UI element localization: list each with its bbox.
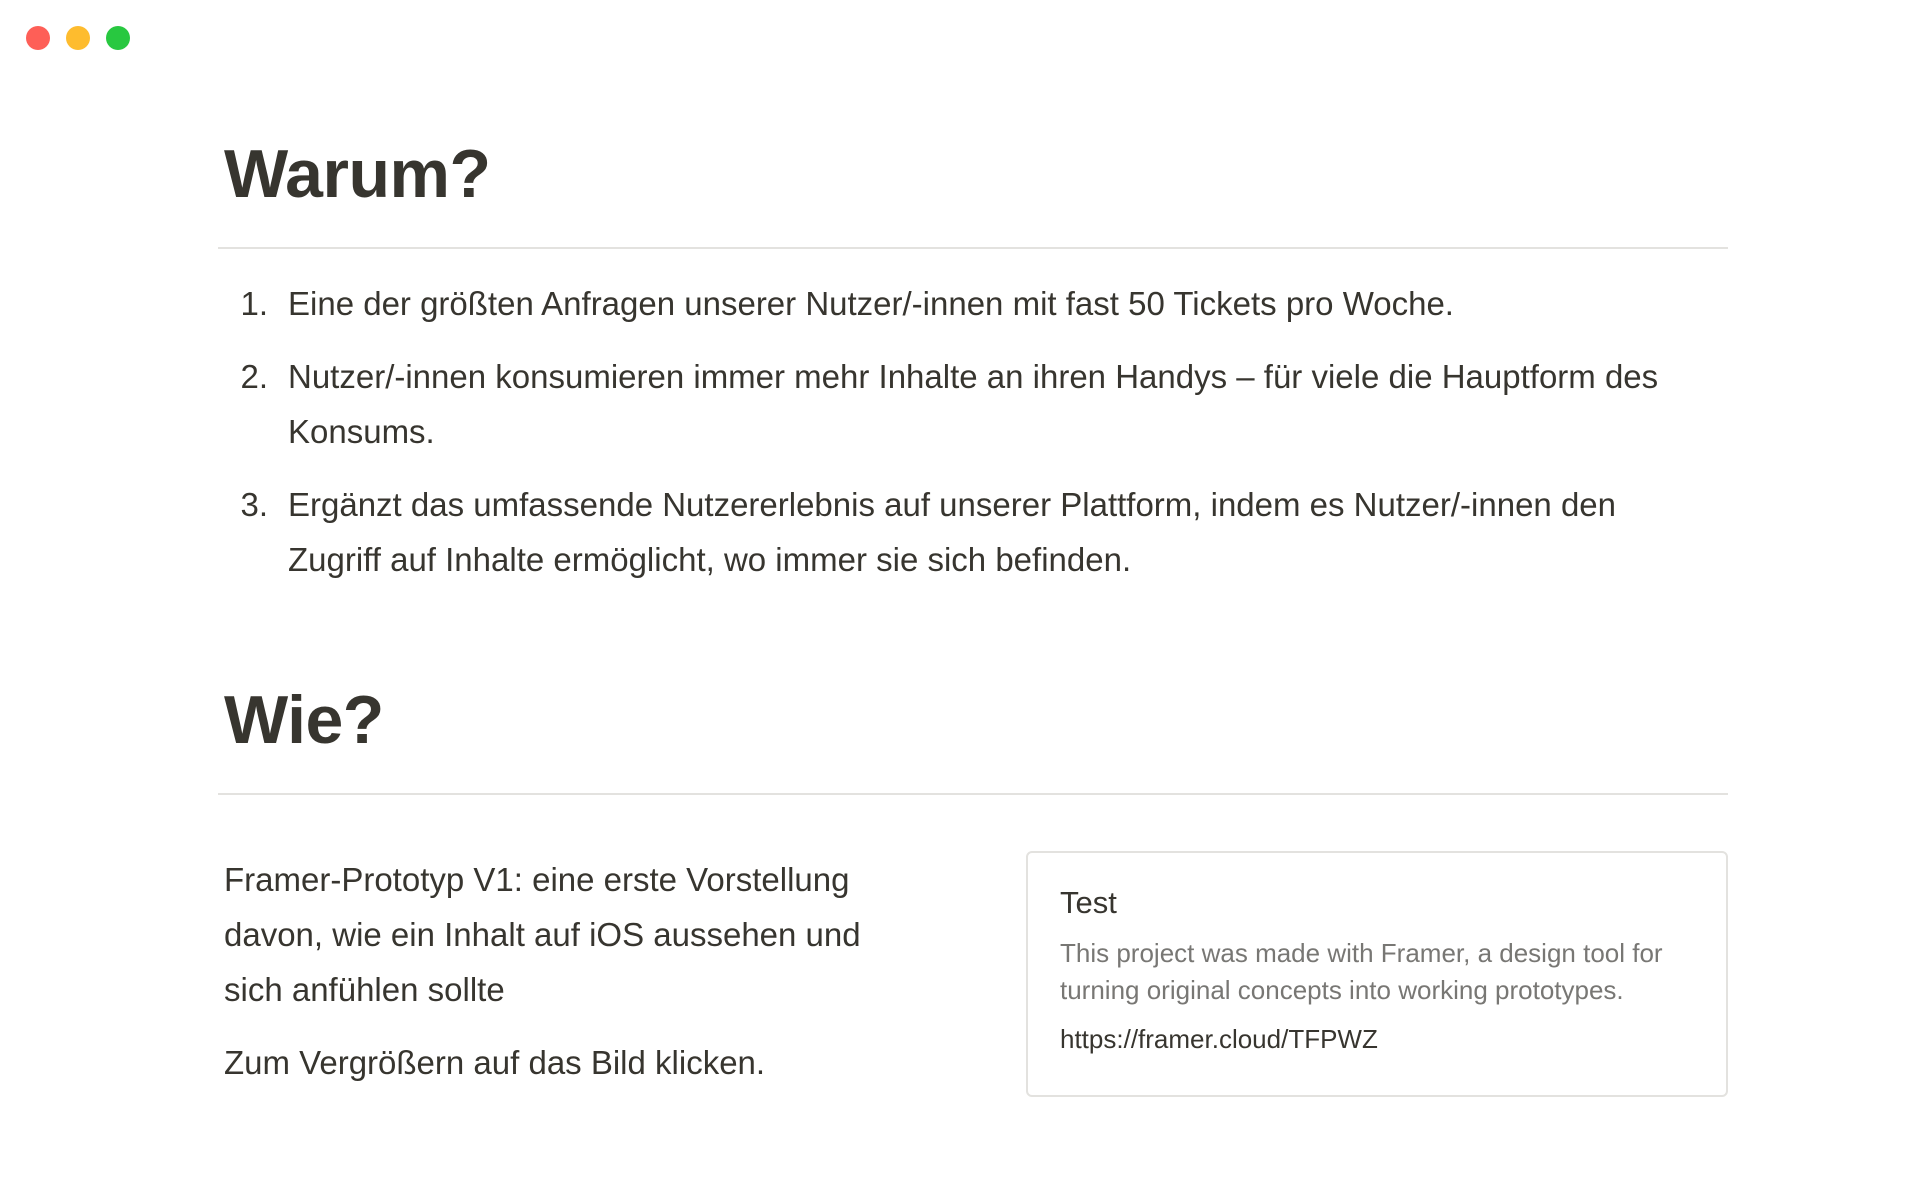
- minimize-window-button[interactable]: [66, 26, 90, 50]
- list-item[interactable]: [218, 477, 1728, 587]
- list-item-number: 2.: [240, 358, 268, 395]
- list-item[interactable]: [218, 349, 1728, 459]
- how-description: [224, 852, 924, 1090]
- divider: [218, 247, 1728, 249]
- list-item-number: 3.: [240, 486, 268, 523]
- list-item[interactable]: [218, 276, 1728, 331]
- embed-url-link[interactable]: https://framer.cloud/TFPWZ: [1060, 1024, 1378, 1054]
- maximize-window-button[interactable]: [106, 26, 130, 50]
- close-window-button[interactable]: [26, 26, 50, 50]
- heading-how[interactable]: Wie?: [224, 682, 384, 758]
- divider: [218, 793, 1728, 795]
- list-item-number: 1.: [240, 285, 268, 322]
- window-controls: [26, 26, 130, 50]
- heading-why[interactable]: Warum?: [224, 136, 491, 212]
- framer-embed-card[interactable]: [1026, 851, 1728, 1097]
- list-item-text: Nutzer/-innen konsumieren immer mehr Inhalte an ihren Handys – für viele die Hauptform des Konsums.: [288, 358, 1659, 450]
- embed-description: This project was made with Framer, a design tool for turning original concepts into working prototypes.: [1060, 938, 1663, 1005]
- prototype-description[interactable]: Framer-Prototyp V1: eine erste Vorstellung davon, wie ein Inhalt auf iOS aussehen und sich anfühlen sollte: [224, 861, 861, 1008]
- embed-title: Test: [1060, 885, 1117, 920]
- reason-list: [218, 276, 1728, 605]
- list-item-text: Eine der größten Anfragen unserer Nutzer/-innen mit fast 50 Tickets pro Woche.: [288, 285, 1454, 322]
- list-item-text: Ergänzt das umfassende Nutzererlebnis auf unserer Plattform, indem es Nutzer/-innen den Zugriff auf Inhalte ermöglicht, wo immer sie sich befinden.: [288, 486, 1617, 578]
- enlarge-hint[interactable]: Zum Vergrößern auf das Bild klicken.: [224, 1044, 766, 1081]
